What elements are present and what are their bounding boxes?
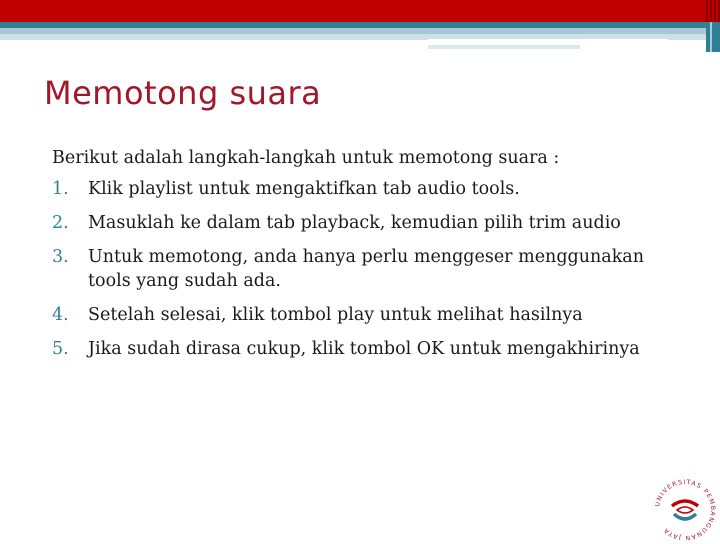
step-text: Jika sudah dirasa cukup, klik tombol OK untuk mengakhirinya — [88, 339, 640, 359]
step-number: 2. — [52, 213, 69, 233]
step-item — [52, 245, 692, 293]
step-item — [52, 337, 692, 361]
header-accent-line — [428, 45, 580, 49]
step-item — [52, 211, 692, 235]
step-text: Klik playlist untuk mengaktifkan tab audio tools. — [88, 179, 520, 199]
step-item — [52, 303, 692, 327]
header-right-accent — [706, 22, 720, 52]
step-text: Masuklah ke dalam tab playback, kemudian pilih trim audio — [88, 213, 621, 233]
top-bar-stripes — [690, 0, 720, 22]
step-number: 1. — [52, 179, 69, 199]
step-text: Setelah selesai, klik tombol play untuk melihat hasilnya — [88, 305, 583, 325]
intro-text: Berikut adalah langkah-langkah untuk memotong suara : — [52, 148, 560, 168]
top-red-bar — [0, 0, 720, 22]
step-number: 3. — [52, 247, 69, 267]
svg-text:UNIVERSITAS PEMBANGUNAN JAYA: UNIVERSITAS PEMBANGUNAN JAYA — [654, 478, 717, 540]
header-accent-line — [428, 39, 668, 41]
steps-list — [52, 177, 692, 361]
slide-title: Memotong suara — [44, 74, 322, 112]
step-number: 5. — [52, 339, 69, 359]
step-number: 4. — [52, 305, 69, 325]
slide-body — [52, 146, 692, 371]
university-seal-icon — [650, 462, 720, 540]
step-text: Untuk memotong, anda hanya perlu menggeser menggunakan tools yang sudah ada. — [88, 247, 645, 291]
step-item — [52, 177, 692, 201]
